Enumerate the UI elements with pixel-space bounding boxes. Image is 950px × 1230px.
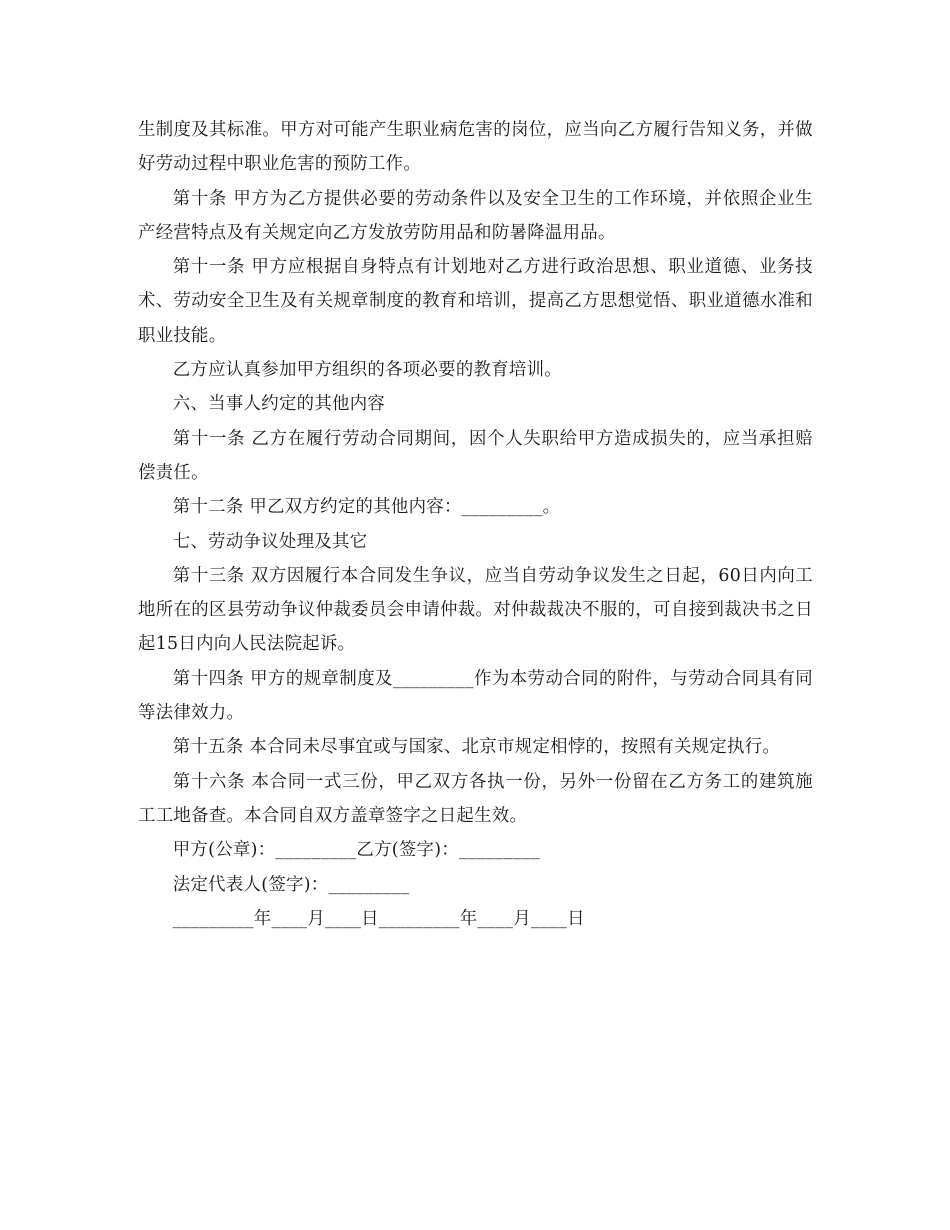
paragraph-article-13: 第十三条 双方因履行本合同发生争议，应当自劳动争议发生之日起，60日内向工地所在的区县劳动争议仲裁委员会申请仲裁。对仲裁裁决不服的，可自接到裁决书之日起15日内向人民法院起诉。 xyxy=(138,565,813,655)
paragraph-article-14: 第十四条 甲方的规章制度及_________作为本劳动合同的附件，与劳动合同具有同等法律效力。 xyxy=(138,668,813,724)
section-heading-other-terms: 六、当事人约定的其他内容 xyxy=(172,394,386,415)
signature-line-legal-representative: 法定代表人(签字)：_________ xyxy=(172,874,410,895)
paragraph-training-obligation: 乙方应认真参加甲方组织的各项必要的教育培训。 xyxy=(172,360,562,381)
paragraph-article-11-liability: 第十一条 乙方在履行劳动合同期间，因个人失职给甲方造成损失的，应当承担赔偿责任。 xyxy=(138,428,813,483)
paragraph-article-11-training: 第十一条 甲方应根据自身特点有计划地对乙方进行政治思想、职业道德、业务技术、劳动安全卫生及有关规章制度的教育和培训，提高乙方思想觉悟、职业道德水准和职业技能。 xyxy=(138,257,813,346)
paragraph-article-10: 第十条 甲方为乙方提供必要的劳动条件以及安全卫生的工作环境，并依照企业生产经营特点及有关规定向乙方发放劳防用品和防暑降温用品。 xyxy=(138,188,813,243)
paragraph-article-15: 第十五条 本合同未尽事宜或与国家、北京市规定相悖的，按照有关规定执行。 xyxy=(172,737,781,758)
paragraph-article-16: 第十六条 本合同一式三份，甲乙双方各执一份，另外一份留在乙方务工的建筑施工工地备查。本合同自双方盖章签字之日起生效。 xyxy=(138,771,813,826)
section-heading-disputes: 七、劳动争议处理及其它 xyxy=(172,531,368,552)
document-body xyxy=(138,113,813,936)
paragraph-article-12: 第十二条 甲乙双方约定的其他内容：_________。 xyxy=(172,497,561,518)
signature-line-parties: 甲方(公章)：_________乙方(签字)：_________ xyxy=(172,840,540,861)
signature-line-dates: _________年____月____日_________年____月____日 xyxy=(172,908,585,929)
paragraph-hygiene-standards: 生制度及其标准。甲方对可能产生职业病危害的岗位，应当向乙方履行告知义务，并做好劳动过程中职业危害的预防工作。 xyxy=(138,120,813,175)
